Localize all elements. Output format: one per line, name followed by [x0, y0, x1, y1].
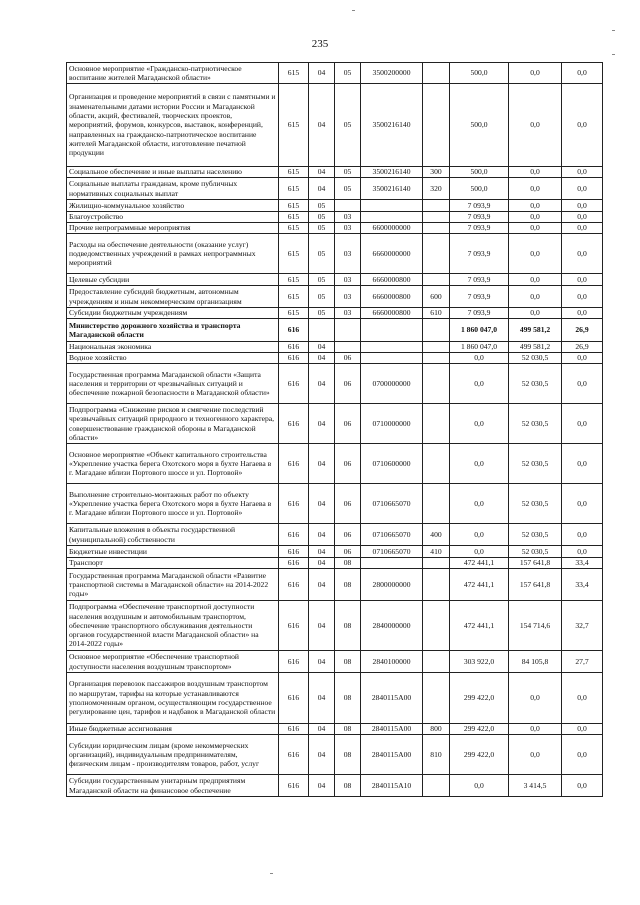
row-podrazdel [335, 319, 361, 342]
row-podrazdel: 06 [335, 546, 361, 558]
row-podrazdel [335, 342, 361, 353]
row-name: Министерство дорожного хозяйства и транспорта Магаданской области [67, 319, 279, 342]
row-podrazdel: 05 [335, 84, 361, 167]
row-name: Жилищно-коммунальное хозяйство [67, 200, 279, 212]
row-name: Капитальные вложения в объекты государственной (муниципальной) собственности [67, 524, 279, 546]
row-expense-type [423, 601, 450, 651]
row-name: Государственная программа Магаданской области «Развитие транспортной системы в Магаданской области» на 2014-2022 годы» [67, 569, 279, 601]
row-name: Организация и проведение мероприятий в связи с памятными и знаменательными датами истории России и Магаданской области, акций, фестивалей, творческих проектов, мероприятий, форумов, конкурсов, выставок, конференций, направленных на гражданско-патриотическое воспитание жителей Магаданской области, изготовление печатной продукции [67, 84, 279, 167]
budget-table-body [67, 63, 603, 797]
row-razdel: 04 [309, 775, 335, 797]
row-target-article: 3500216140 [361, 178, 423, 200]
row-ved: 615 [279, 212, 309, 223]
scan-speck [270, 873, 273, 874]
row-ved: 616 [279, 546, 309, 558]
row-plan: 1 860 047,0 [450, 319, 509, 342]
row-target-article [361, 558, 423, 569]
row-expense-type [423, 775, 450, 797]
row-razdel: 04 [309, 484, 335, 524]
row-target-article: 0710665070 [361, 524, 423, 546]
row-plan: 0,0 [450, 364, 509, 404]
row-target-article: 3500216140 [361, 84, 423, 167]
row-actual: 0,0 [509, 223, 562, 234]
row-actual: 499 581,2 [509, 319, 562, 342]
row-plan: 7 093,9 [450, 223, 509, 234]
row-podrazdel: 06 [335, 404, 361, 444]
row-razdel: 04 [309, 601, 335, 651]
row-razdel: 04 [309, 353, 335, 364]
table-row [67, 167, 603, 178]
row-plan: 0,0 [450, 775, 509, 797]
row-target-article: 3500216140 [361, 167, 423, 178]
row-name: Субсидии юридическим лицам (кроме некоммерческих организаций), индивидуальным предпринимателям, физическим лицам - производителям товаров, работ, услуг [67, 735, 279, 775]
table-row [67, 546, 603, 558]
row-actual: 0,0 [509, 274, 562, 286]
row-expense-type [423, 364, 450, 404]
table-row [67, 286, 603, 308]
row-name: Подпрограмма «Обеспечение транспортной доступности населения воздушным и автомобильным транспортом, обеспечение транспортного обслуживания деятельности органов государственной власти Магаданской области» на 2014-2022 годы» [67, 601, 279, 651]
row-name: Прочие непрограммные мероприятия [67, 223, 279, 234]
row-percent: 0,0 [562, 444, 603, 484]
scan-speck [612, 54, 615, 55]
row-plan: 7 093,9 [450, 234, 509, 274]
row-expense-type: 410 [423, 546, 450, 558]
row-ved: 615 [279, 308, 309, 319]
row-target-article: 0710665070 [361, 546, 423, 558]
row-ved: 615 [279, 274, 309, 286]
row-razdel: 04 [309, 342, 335, 353]
row-ved: 616 [279, 558, 309, 569]
row-percent: 0,0 [562, 212, 603, 223]
row-name: Бюджетные инвестиции [67, 546, 279, 558]
table-row [67, 342, 603, 353]
row-plan: 0,0 [450, 524, 509, 546]
table-row [67, 444, 603, 484]
row-percent: 0,0 [562, 735, 603, 775]
table-row [67, 724, 603, 735]
row-podrazdel: 08 [335, 569, 361, 601]
row-podrazdel: 08 [335, 735, 361, 775]
row-percent: 0,0 [562, 200, 603, 212]
row-actual: 0,0 [509, 63, 562, 84]
scan-speck [352, 10, 355, 11]
row-expense-type [423, 319, 450, 342]
row-podrazdel: 08 [335, 775, 361, 797]
row-actual: 52 030,5 [509, 546, 562, 558]
table-row [67, 569, 603, 601]
row-target-article: 3500200000 [361, 63, 423, 84]
row-ved: 615 [279, 234, 309, 274]
row-plan: 472 441,1 [450, 558, 509, 569]
row-plan: 7 093,9 [450, 200, 509, 212]
row-actual: 52 030,5 [509, 404, 562, 444]
row-razdel: 05 [309, 308, 335, 319]
row-actual: 0,0 [509, 234, 562, 274]
scan-speck [612, 30, 615, 31]
row-razdel: 05 [309, 274, 335, 286]
row-plan: 0,0 [450, 404, 509, 444]
row-plan: 7 093,9 [450, 212, 509, 223]
row-podrazdel: 08 [335, 651, 361, 673]
row-percent: 0,0 [562, 364, 603, 404]
row-percent: 0,0 [562, 308, 603, 319]
row-podrazdel: 03 [335, 286, 361, 308]
table-row [67, 234, 603, 274]
row-name: Социальное обеспечение и иные выплаты населению [67, 167, 279, 178]
row-razdel: 05 [309, 234, 335, 274]
budget-table [66, 62, 603, 797]
table-row [67, 319, 603, 342]
row-podrazdel: 03 [335, 308, 361, 319]
row-name: Организация перевозок пассажиров воздушным транспортом по маршрутам, тарифы на которые устанавливаются уполномоченным органом, осуществляющим государственное регулирование цен, тарифов и надбавок в Магаданской области [67, 673, 279, 724]
row-target-article [361, 200, 423, 212]
row-razdel: 04 [309, 364, 335, 404]
row-plan: 7 093,9 [450, 274, 509, 286]
row-percent: 27,7 [562, 651, 603, 673]
row-plan: 500,0 [450, 63, 509, 84]
row-plan: 500,0 [450, 167, 509, 178]
row-actual: 157 641,8 [509, 558, 562, 569]
row-expense-type [423, 223, 450, 234]
row-razdel: 04 [309, 651, 335, 673]
row-target-article: 0710665070 [361, 484, 423, 524]
row-percent: 0,0 [562, 223, 603, 234]
row-expense-type [423, 212, 450, 223]
row-expense-type [423, 404, 450, 444]
row-percent: 0,0 [562, 63, 603, 84]
table-row [67, 84, 603, 167]
row-ved: 615 [279, 63, 309, 84]
row-expense-type [423, 200, 450, 212]
row-target-article: 6660000000 [361, 234, 423, 274]
row-razdel: 05 [309, 200, 335, 212]
row-target-article: 2840000000 [361, 601, 423, 651]
table-row [67, 178, 603, 200]
table-row [67, 353, 603, 364]
row-podrazdel: 05 [335, 167, 361, 178]
row-podrazdel: 08 [335, 673, 361, 724]
row-expense-type [423, 558, 450, 569]
row-name: Водное хозяйство [67, 353, 279, 364]
row-razdel: 05 [309, 223, 335, 234]
row-percent: 26,9 [562, 342, 603, 353]
row-actual: 0,0 [509, 724, 562, 735]
row-actual: 52 030,5 [509, 364, 562, 404]
row-ved: 615 [279, 286, 309, 308]
row-target-article: 2800000000 [361, 569, 423, 601]
row-actual: 0,0 [509, 200, 562, 212]
row-podrazdel: 03 [335, 234, 361, 274]
row-plan: 500,0 [450, 178, 509, 200]
row-razdel: 04 [309, 178, 335, 200]
row-actual: 0,0 [509, 308, 562, 319]
row-ved: 615 [279, 223, 309, 234]
row-target-article: 6660000800 [361, 274, 423, 286]
row-ved: 616 [279, 651, 309, 673]
row-plan: 299 422,0 [450, 735, 509, 775]
row-percent: 0,0 [562, 274, 603, 286]
row-razdel: 04 [309, 404, 335, 444]
row-target-article: 0710000000 [361, 404, 423, 444]
row-razdel: 05 [309, 286, 335, 308]
page-number: 235 [311, 38, 329, 50]
row-expense-type [423, 63, 450, 84]
row-target-article: 0700000000 [361, 364, 423, 404]
row-actual: 0,0 [509, 167, 562, 178]
row-plan: 7 093,9 [450, 286, 509, 308]
row-plan: 0,0 [450, 353, 509, 364]
row-podrazdel: 05 [335, 63, 361, 84]
row-ved: 615 [279, 167, 309, 178]
row-percent: 26,9 [562, 319, 603, 342]
row-plan: 0,0 [450, 444, 509, 484]
row-ved: 615 [279, 84, 309, 167]
row-ved: 616 [279, 569, 309, 601]
row-podrazdel [335, 200, 361, 212]
row-ved: 615 [279, 178, 309, 200]
row-name: Выполнение строительно-монтажных работ по объекту «Укрепление участка берега Охотского моря в бухте Нагаева в г. Магадане вблизи Портового шоссе и ул. Портовой» [67, 484, 279, 524]
row-actual: 0,0 [509, 673, 562, 724]
row-plan: 500,0 [450, 84, 509, 167]
row-ved: 616 [279, 319, 309, 342]
row-percent: 0,0 [562, 775, 603, 797]
row-podrazdel: 03 [335, 223, 361, 234]
row-percent: 32,7 [562, 601, 603, 651]
row-expense-type [423, 234, 450, 274]
row-percent: 0,0 [562, 286, 603, 308]
row-ved: 616 [279, 404, 309, 444]
table-row [67, 673, 603, 724]
row-actual: 0,0 [509, 212, 562, 223]
row-target-article: 2840100000 [361, 651, 423, 673]
row-actual: 157 641,8 [509, 569, 562, 601]
row-ved: 616 [279, 601, 309, 651]
row-expense-type [423, 353, 450, 364]
row-name: Подпрограмма «Снижение рисков и смягчение последствий чрезвычайных ситуаций природного и техногенного характера, совершенствование гражданской обороны в Магаданской области» [67, 404, 279, 444]
row-name: Транспорт [67, 558, 279, 569]
row-target-article [361, 342, 423, 353]
row-actual: 52 030,5 [509, 524, 562, 546]
row-razdel: 04 [309, 546, 335, 558]
row-podrazdel: 03 [335, 212, 361, 223]
row-razdel [309, 319, 335, 342]
row-ved: 616 [279, 735, 309, 775]
table-row [67, 601, 603, 651]
row-podrazdel: 08 [335, 724, 361, 735]
row-podrazdel: 06 [335, 484, 361, 524]
row-percent: 0,0 [562, 546, 603, 558]
row-percent: 0,0 [562, 404, 603, 444]
row-name: Благоустройство [67, 212, 279, 223]
row-actual: 0,0 [509, 178, 562, 200]
row-expense-type [423, 342, 450, 353]
table-row [67, 558, 603, 569]
row-target-article [361, 319, 423, 342]
row-target-article [361, 212, 423, 223]
row-plan: 299 422,0 [450, 673, 509, 724]
row-plan: 0,0 [450, 484, 509, 524]
row-name: Основное мероприятие «Объект капитального строительства «Укрепление участка берега Охотского моря в бухте Нагаева в г. Магадане вблизи Портового шоссе и ул. Портовой» [67, 444, 279, 484]
row-actual: 3 414,5 [509, 775, 562, 797]
row-name: Государственная программа Магаданской области «Защита населения и территории от чрезвычайных ситуаций и обеспечение пожарной безопасности в Магаданской области» [67, 364, 279, 404]
row-target-article: 2840115А10 [361, 775, 423, 797]
row-ved: 616 [279, 673, 309, 724]
row-expense-type: 320 [423, 178, 450, 200]
table-row [67, 308, 603, 319]
table-row [67, 404, 603, 444]
row-ved: 616 [279, 364, 309, 404]
row-name: Расходы на обеспечение деятельности (оказание услуг) подведомственных учреждений в рамках непрограммных мероприятий [67, 234, 279, 274]
row-percent: 33,4 [562, 558, 603, 569]
row-podrazdel: 03 [335, 274, 361, 286]
row-ved: 616 [279, 775, 309, 797]
row-target-article: 0710600000 [361, 444, 423, 484]
row-podrazdel: 06 [335, 524, 361, 546]
row-actual: 0,0 [509, 286, 562, 308]
row-name: Социальные выплаты гражданам, кроме публичных нормативных социальных выплат [67, 178, 279, 200]
row-actual: 0,0 [509, 84, 562, 167]
row-ved: 616 [279, 342, 309, 353]
row-ved: 616 [279, 524, 309, 546]
row-podrazdel: 06 [335, 364, 361, 404]
row-actual: 52 030,5 [509, 353, 562, 364]
row-percent: 33,4 [562, 569, 603, 601]
row-razdel: 05 [309, 212, 335, 223]
row-name: Субсидии бюджетным учреждениям [67, 308, 279, 319]
row-expense-type [423, 274, 450, 286]
row-razdel: 04 [309, 735, 335, 775]
table-row [67, 63, 603, 84]
row-plan: 472 441,1 [450, 601, 509, 651]
row-name: Предоставление субсидий бюджетным, автономным учреждениям и иным некоммерческим организациям [67, 286, 279, 308]
row-actual: 154 714,6 [509, 601, 562, 651]
row-percent: 0,0 [562, 353, 603, 364]
row-name: Основное мероприятие «Гражданско-патриотическое воспитание жителей Магаданской области» [67, 63, 279, 84]
row-razdel: 04 [309, 569, 335, 601]
row-target-article: 6600000000 [361, 223, 423, 234]
row-percent: 0,0 [562, 673, 603, 724]
row-actual: 84 105,8 [509, 651, 562, 673]
row-target-article: 2840115А00 [361, 724, 423, 735]
table-row [67, 223, 603, 234]
row-target-article: 2840115А00 [361, 673, 423, 724]
row-razdel: 04 [309, 558, 335, 569]
row-percent: 0,0 [562, 234, 603, 274]
row-podrazdel: 06 [335, 353, 361, 364]
row-name: Иные бюджетные ассигнования [67, 724, 279, 735]
row-plan: 1 860 047,0 [450, 342, 509, 353]
row-expense-type [423, 569, 450, 601]
row-podrazdel: 08 [335, 558, 361, 569]
row-ved: 616 [279, 444, 309, 484]
table-row [67, 775, 603, 797]
row-actual: 52 030,5 [509, 484, 562, 524]
row-percent: 0,0 [562, 167, 603, 178]
row-razdel: 04 [309, 63, 335, 84]
row-target-article: 6660000800 [361, 308, 423, 319]
row-expense-type [423, 84, 450, 167]
row-expense-type [423, 651, 450, 673]
row-name: Целевые субсидии [67, 274, 279, 286]
row-expense-type [423, 444, 450, 484]
row-ved: 615 [279, 200, 309, 212]
row-target-article: 2840115А00 [361, 735, 423, 775]
row-actual: 499 581,2 [509, 342, 562, 353]
row-target-article: 6660000800 [361, 286, 423, 308]
row-plan: 0,0 [450, 546, 509, 558]
row-razdel: 04 [309, 444, 335, 484]
row-razdel: 04 [309, 524, 335, 546]
row-percent: 0,0 [562, 524, 603, 546]
row-razdel: 04 [309, 673, 335, 724]
row-expense-type: 600 [423, 286, 450, 308]
row-name: Национальная экономика [67, 342, 279, 353]
table-row [67, 200, 603, 212]
row-expense-type: 810 [423, 735, 450, 775]
row-percent: 0,0 [562, 178, 603, 200]
row-percent: 0,0 [562, 84, 603, 167]
row-expense-type: 800 [423, 724, 450, 735]
row-ved: 616 [279, 484, 309, 524]
row-expense-type: 400 [423, 524, 450, 546]
row-name: Субсидии государственным унитарным предприятиям Магаданской области на финансовое обеспечение [67, 775, 279, 797]
row-ved: 616 [279, 724, 309, 735]
table-row [67, 524, 603, 546]
table-row [67, 484, 603, 524]
row-name: Основное мероприятие «Обеспечение транспортной доступности населения воздушным транспортом» [67, 651, 279, 673]
row-razdel: 04 [309, 167, 335, 178]
table-row [67, 212, 603, 223]
row-expense-type [423, 673, 450, 724]
row-podrazdel: 08 [335, 601, 361, 651]
row-plan: 7 093,9 [450, 308, 509, 319]
row-actual: 52 030,5 [509, 444, 562, 484]
row-target-article [361, 353, 423, 364]
table-row [67, 651, 603, 673]
row-expense-type: 610 [423, 308, 450, 319]
row-expense-type: 300 [423, 167, 450, 178]
row-percent: 0,0 [562, 484, 603, 524]
row-expense-type [423, 484, 450, 524]
table-row [67, 364, 603, 404]
row-razdel: 04 [309, 84, 335, 167]
row-actual: 0,0 [509, 735, 562, 775]
row-razdel: 04 [309, 724, 335, 735]
row-plan: 303 922,0 [450, 651, 509, 673]
row-ved: 616 [279, 353, 309, 364]
row-plan: 472 441,1 [450, 569, 509, 601]
table-row [67, 735, 603, 775]
row-podrazdel: 06 [335, 444, 361, 484]
table-row [67, 274, 603, 286]
row-podrazdel: 05 [335, 178, 361, 200]
row-percent: 0,0 [562, 724, 603, 735]
row-plan: 299 422,0 [450, 724, 509, 735]
